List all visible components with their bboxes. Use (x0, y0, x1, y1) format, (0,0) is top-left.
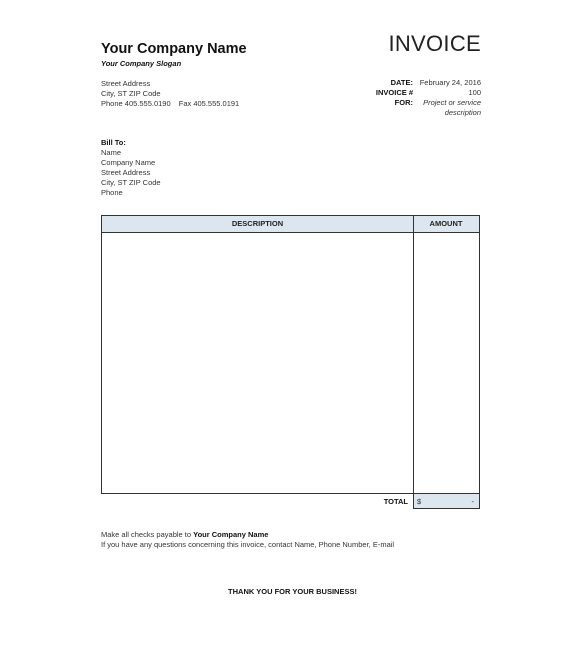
total-cell (413, 494, 480, 509)
bill-to-name: Name (101, 148, 122, 157)
checks-payable-prefix: Make all checks payable to (101, 530, 194, 539)
for-value-line1: Project or service (423, 98, 481, 107)
meta-invoice-row (353, 88, 481, 98)
total-value: - (471, 497, 474, 506)
description-column-header: DESCRIPTION (102, 216, 413, 233)
bill-to (101, 138, 161, 198)
checks-payable-company: Your Company Name (193, 530, 269, 539)
company-slogan: Your Company Slogan (101, 59, 182, 68)
invoice-title: INVOICE (388, 31, 481, 56)
meta-for-row-2 (353, 108, 481, 118)
amount-column-header: AMOUNT (413, 216, 479, 233)
footer-notes (101, 530, 394, 550)
meta-date-row (353, 78, 481, 88)
company-name: Your Company Name (101, 41, 247, 57)
for-value-line2: description (444, 108, 481, 117)
company-city: City, ST ZIP Code (101, 89, 161, 98)
invoice-number-label: INVOICE # (375, 88, 413, 97)
questions-line: If you have any questions concerning this invoice, contact Name, Phone Number, E-mail (101, 540, 395, 549)
total-label: TOTAL (383, 497, 408, 506)
checks-payable-line (101, 530, 394, 540)
thank-you-note: THANK YOU FOR YOUR BUSINESS! (228, 587, 357, 596)
total-currency: $ (417, 497, 422, 506)
meta-for-row (353, 98, 481, 108)
company-address (101, 79, 239, 109)
bill-to-company: Company Name (101, 158, 156, 167)
for-label: FOR: (394, 98, 413, 107)
bill-to-label: Bill To: (101, 138, 126, 147)
column-divider (413, 216, 414, 493)
date-value: February 24, 2016 (419, 78, 481, 87)
company-contact (101, 99, 239, 109)
bill-to-phone: Phone (101, 188, 123, 197)
company-fax: Fax 405.555.0191 (178, 99, 240, 108)
invoice-meta (353, 78, 481, 118)
invoice-number-value: 100 (468, 88, 481, 97)
company-phone: Phone 405.555.0190 (101, 99, 171, 108)
company-street: Street Address (101, 79, 151, 88)
date-label: DATE: (390, 78, 413, 87)
total-row (101, 494, 480, 509)
line-items-table (101, 215, 480, 494)
bill-to-street: Street Address (101, 168, 151, 177)
bill-to-city: City, ST ZIP Code (101, 178, 161, 187)
